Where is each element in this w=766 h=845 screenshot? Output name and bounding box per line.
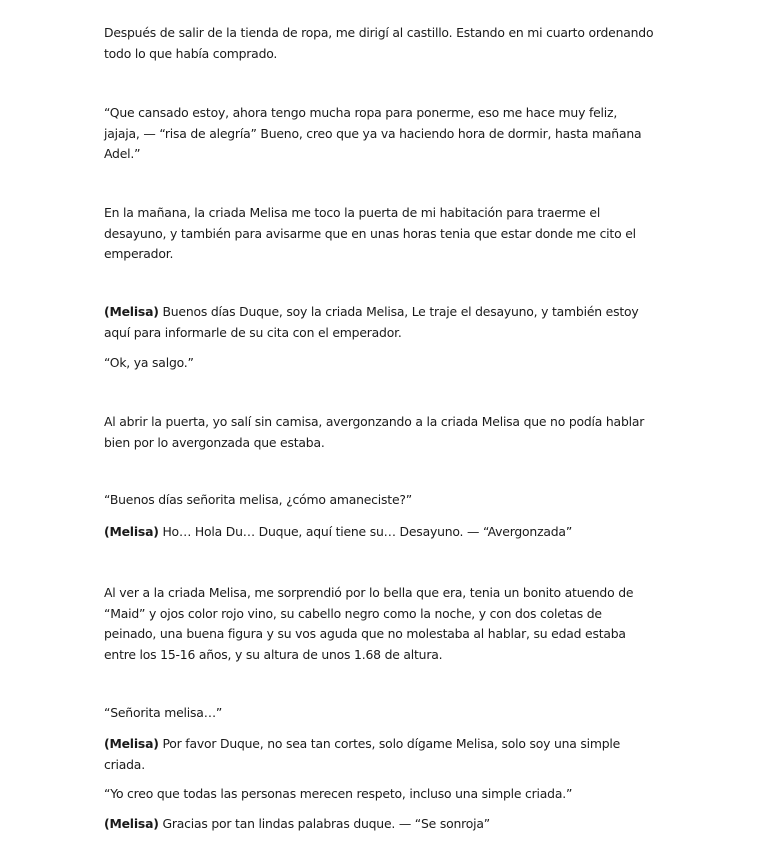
dialogue-melisa-4 xyxy=(104,814,684,835)
text-line: aquí para informarle de su cita con el emperador. xyxy=(104,324,402,340)
paragraph-6 xyxy=(104,412,684,453)
text-line: “Señorita melisa…” xyxy=(104,705,223,720)
dialogue-melisa-2 xyxy=(104,522,684,543)
text-line xyxy=(104,302,684,323)
paragraph-9 xyxy=(104,583,684,665)
text-line: desayuno, y también para avisarme que en unas horas tenia que estar donde me cito el xyxy=(104,225,636,241)
paragraph-7 xyxy=(104,490,684,511)
text-line xyxy=(104,522,684,543)
speaker-label: (Melisa) xyxy=(104,524,159,539)
speaker-label: (Melisa) xyxy=(104,304,159,319)
dialogue-text: Ho… Hola Du… Duque, aquí tiene su… Desayuno. — “Avergonzada” xyxy=(158,524,573,539)
text-line: “Ok, ya salgo.” xyxy=(104,355,194,370)
paragraph-5 xyxy=(104,353,684,374)
text-line: Al ver a la criada Melisa, me sorprendió por lo bella que era, tenia un bonito atuendo de xyxy=(104,585,634,600)
text-line: entre los 15-16 años, y su altura de unos 1.68 de altura. xyxy=(104,646,443,662)
speaker-label: (Melisa) xyxy=(104,816,159,831)
dialogue-text: Por favor Duque, no sea tan cortes, solo dígame Melisa, solo soy una simple xyxy=(158,736,621,751)
text-line: Al abrir la puerta, yo salí sin camisa, avergonzando a la criada Melisa que no podía hablar xyxy=(104,414,645,429)
speaker-label: (Melisa) xyxy=(104,736,159,751)
dialogue-melisa-1 xyxy=(104,302,684,343)
text-line: Adel.” xyxy=(104,146,141,161)
paragraph-10 xyxy=(104,703,684,724)
text-line xyxy=(104,734,684,755)
text-line: criada. xyxy=(104,756,145,772)
paragraph-1 xyxy=(104,23,684,64)
dialogue-text: Gracias por tan lindas palabras duque. — “Se sonroja” xyxy=(158,816,490,831)
dialogue-melisa-3 xyxy=(104,734,684,775)
text-line: jajaja, — “risa de alegría” Bueno, creo que ya va haciendo hora de dormir, hasta mañana xyxy=(104,125,642,141)
text-line: “Yo creo que todas las personas merecen respeto, incluso una simple criada.” xyxy=(104,786,573,801)
paragraph-3 xyxy=(104,203,684,265)
paragraph-2 xyxy=(104,103,684,165)
dialogue-text: Buenos días Duque, soy la criada Melisa, Le traje el desayuno, y también estoy xyxy=(158,304,639,319)
text-line xyxy=(104,814,684,835)
text-line: “Que cansado estoy, ahora tengo mucha ropa para ponerme, eso me hace muy feliz, xyxy=(104,105,618,120)
text-line: todo lo que había comprado. xyxy=(104,45,278,61)
text-line: emperador. xyxy=(104,246,174,261)
text-line: “Maid” y ojos color rojo vino, su cabello negro como la noche, y con dos coletas de xyxy=(104,605,602,621)
text-line: bien por lo avergonzada que estaba. xyxy=(104,434,325,450)
text-line: En la mañana, la criada Melisa me toco la puerta de mi habitación para traerme el xyxy=(104,205,601,220)
paragraph-12 xyxy=(104,784,684,805)
text-line: Después de salir de la tienda de ropa, me dirigí al castillo. Estando en mi cuarto ordenando xyxy=(104,25,654,40)
text-line: “Buenos días señorita melisa, ¿cómo amaneciste?” xyxy=(104,492,412,507)
text-line: peinado, una buena figura y su vos aguda que no molestaba al hablar, su edad estaba xyxy=(104,626,626,641)
